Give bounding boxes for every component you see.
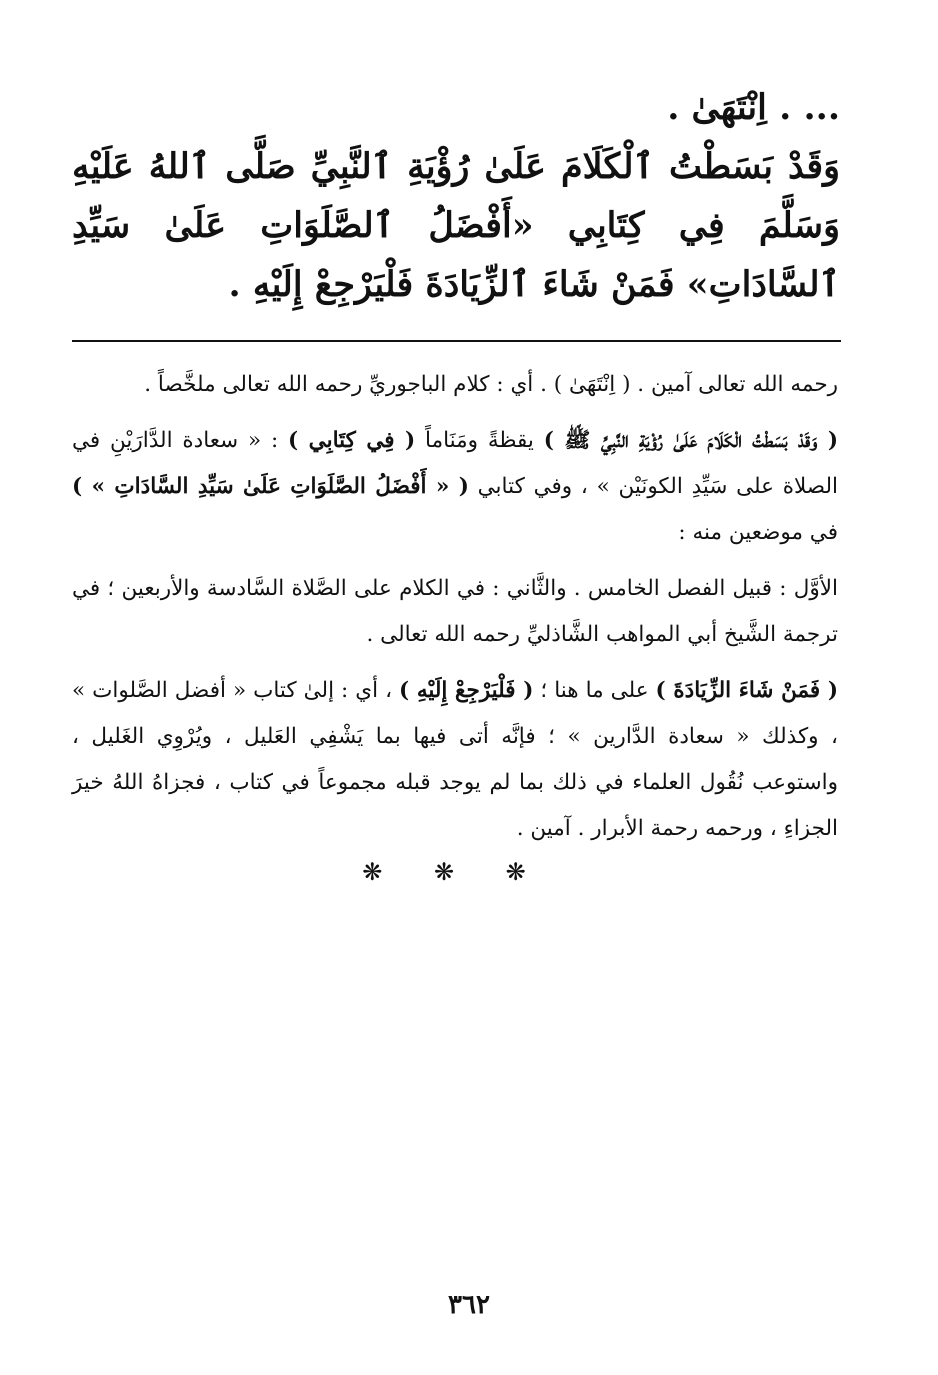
commentary-text: ، أي : إلىٰ كتاب « أفضل الصَّلوات » ، وكذلك « سعادة الدَّارين » ؛ فإنَّه أتى فيها بما يَشْفِي العَليل ، ويُرْوِي الغَليل ، واستوعب نُقُول العلماء في ذلك بما لم يوجد قبله مجموعاً في كتاب ، فجزاهُ اللهُ خيرَ الجزاءِ ، ورحمه رحمة الأبرار . آمين .	[72, 678, 838, 841]
commentary-paragraph-4	[72, 668, 838, 852]
quoted-main-text: ( وَقَدْ بَسَطْتُ الْكَلَامَ عَلَىٰ رُؤْيَةِ النَّبِيِّ ﷺ )	[543, 428, 839, 453]
commentary-text: يقظةً ومَنَاماً	[415, 428, 544, 453]
page-number: ٣٦٢	[448, 1290, 490, 1320]
quoted-main-text: ( فَمَنْ شَاءَ الزِّيَادَةَ )	[655, 678, 838, 703]
commentary-paragraph-3: الأوَّل : قبيل الفصل الخامس . والثَّاني : في الكلام على الصَّلاة السَّادسة والأربعين ؛ في ترجمة الشَّيخ أبي المواهب الشَّاذليِّ رحمه الله تعالى .	[72, 576, 838, 647]
commentary-text: في موضعين منه :	[678, 520, 838, 545]
commentary	[72, 362, 838, 862]
main-text-paragraph: وَقَدْ بَسَطْتُ ٱلْكَلَامَ عَلَىٰ رُؤْيَةِ ٱلنَّبِيِّ صَلَّى ٱللهُ عَلَيْهِ وَسَلَّمَ فِي كِتَابِي «أَفْضَلُ ٱلصَّلَوَاتِ عَلَىٰ سَيِّدِ ٱلسَّادَاتِ» فَمَنْ شَاءَ ٱلزِّيَادَةَ فَلْيَرْجِعْ إِلَيْهِ .	[72, 146, 840, 305]
quoted-main-text: ( فِي كِتَابِي )	[288, 428, 416, 453]
commentary-text: : « سعادة الدَّارَيْنِ في الصلاة على سَيِّدِ الكونَيْن » ، وفي كتابي	[72, 428, 838, 499]
commentary-text: على ما هنا ؛	[533, 678, 656, 703]
main-text-line-ending: ... . اِنْتَهَىٰ .	[667, 87, 840, 128]
quoted-main-text: ( فَلْيَرْجِعْ إِلَيْهِ )	[399, 678, 534, 703]
section-ornament: ❋ ❋ ❋	[362, 858, 548, 886]
commentary-paragraph-1: رحمه الله تعالى آمين . ( اِنْتَهَىٰ ) . أي : كلام الباجوريِّ رحمه الله تعالى ملخَّصاً .	[144, 372, 838, 397]
quoted-main-text: ( « أَفْضَلُ الصَّلَوَاتِ عَلَىٰ سَيِّدِ السَّادَاتِ » )	[72, 474, 469, 499]
separator-rule	[72, 340, 841, 342]
commentary-paragraph-2	[72, 418, 838, 556]
main-text	[72, 78, 840, 314]
